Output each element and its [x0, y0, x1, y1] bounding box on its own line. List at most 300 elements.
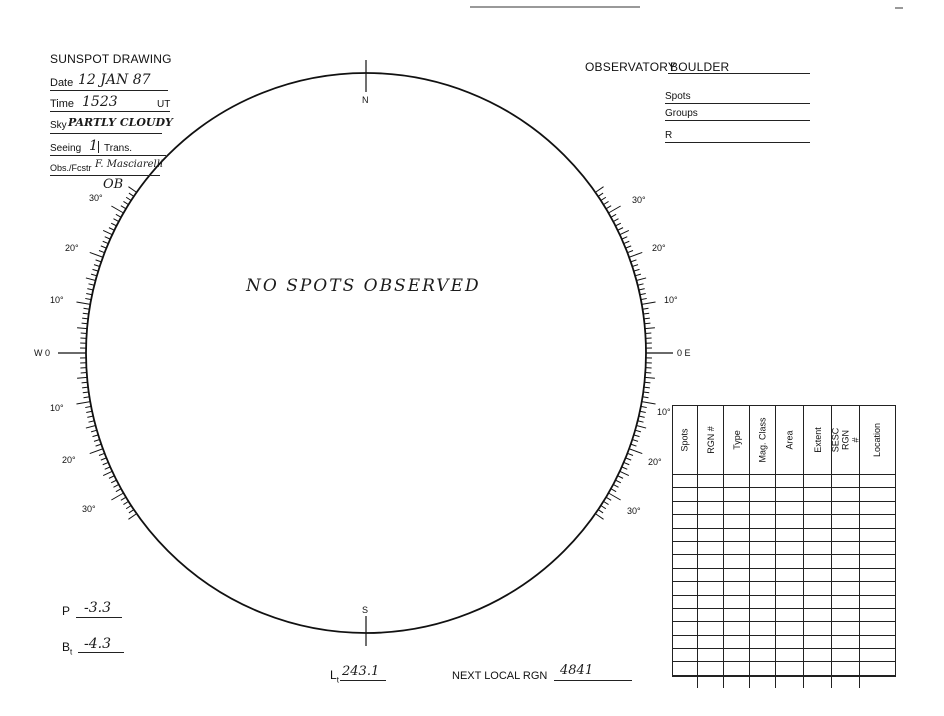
table-cell: [698, 569, 724, 581]
latitude-tick: [631, 260, 637, 262]
latitude-tick: [598, 193, 603, 196]
table-cell: [832, 475, 860, 487]
time-unit: UT: [157, 99, 171, 110]
east-label: 0 E: [677, 348, 691, 358]
latitude-tick: [121, 497, 126, 500]
latitude-tick: [643, 397, 649, 398]
left-degree-label: 10°: [50, 295, 64, 305]
latitude-tick: [603, 501, 608, 504]
table-row: [673, 596, 895, 609]
table-cell: [724, 569, 750, 581]
table-cell: [804, 662, 832, 674]
latitude-tick: [86, 294, 92, 295]
latitude-tick: [601, 505, 606, 508]
latitude-tick: [76, 402, 90, 404]
table-cell: [804, 569, 832, 581]
latitude-tick: [111, 480, 116, 483]
latitude-tick: [116, 214, 121, 217]
table-cell: [673, 596, 698, 608]
latitude-tick: [636, 278, 646, 281]
latitude-tick: [644, 387, 650, 388]
table-cell: [776, 582, 804, 594]
table-cell: [776, 542, 804, 554]
latitude-tick: [613, 219, 618, 222]
bt-value: -4.3: [84, 636, 111, 652]
latitude-tick: [613, 484, 618, 487]
table-cell: [698, 662, 724, 674]
table-row: [673, 636, 895, 649]
latitude-tick: [627, 453, 633, 455]
table-cell: [673, 676, 698, 688]
left-degree-label: 20°: [65, 243, 79, 253]
table-cell: [776, 636, 804, 648]
latitude-tick-scale: [76, 187, 655, 520]
latitude-tick: [603, 201, 608, 204]
latitude-tick: [105, 467, 110, 469]
latitude-tick: [96, 260, 102, 262]
table-cell: [673, 649, 698, 661]
table-cell: [776, 649, 804, 661]
latitude-tick: [644, 323, 650, 324]
table-row: [673, 662, 895, 675]
latitude-tick: [88, 284, 94, 285]
table-cell: [724, 529, 750, 541]
latitude-tick: [644, 318, 650, 319]
column-header: RGN #: [698, 406, 724, 474]
table-cell: [860, 636, 895, 648]
table-cell: [860, 649, 895, 661]
seeing-underline: [50, 155, 166, 156]
table-cell: [750, 529, 776, 541]
latitude-tick: [595, 187, 603, 193]
observatory-label: OBSERVATORY: [585, 60, 677, 74]
table-cell: [860, 502, 895, 514]
column-header: Location: [872, 422, 883, 458]
latitude-tick: [626, 246, 632, 248]
latitude-tick: [126, 197, 131, 200]
lt-label: $L_t$: [330, 668, 339, 685]
latitude-tick: [94, 265, 100, 267]
table-cell: [860, 542, 895, 554]
table-cell: [673, 662, 698, 674]
table-cell: [832, 636, 860, 648]
seeing-divider: [98, 141, 99, 153]
latitude-tick: [608, 206, 620, 213]
r-label: R: [665, 130, 673, 141]
latitude-tick: [103, 230, 112, 234]
table-cell: [724, 502, 750, 514]
latitude-tick: [641, 406, 647, 407]
table-cell: [804, 596, 832, 608]
observation-note: NO SPOTS OBSERVED: [246, 276, 481, 296]
lt-underline: [340, 680, 386, 681]
observatory-value: BOULDER: [670, 60, 730, 74]
latitude-tick: [85, 406, 91, 407]
latitude-tick: [622, 237, 627, 239]
table-cell: [804, 555, 832, 567]
table-row: [673, 542, 895, 555]
latitude-tick: [113, 484, 118, 487]
latitude-tick: [634, 435, 640, 437]
latitude-tick: [608, 493, 620, 500]
latitude-tick: [639, 289, 645, 290]
table-cell: [804, 529, 832, 541]
table-cell: [750, 488, 776, 500]
latitude-tick: [82, 382, 88, 383]
table-cell: [750, 596, 776, 608]
table-cell: [750, 502, 776, 514]
latitude-tick: [128, 187, 136, 193]
latitude-tick: [645, 328, 655, 329]
table-cell: [776, 488, 804, 500]
right-degree-label: 20°: [648, 457, 662, 467]
latitude-tick: [643, 313, 649, 314]
table-cell: [750, 622, 776, 634]
sky-value: PARTLY CLOUDY: [68, 116, 173, 129]
column-header: Type: [724, 406, 750, 474]
date-value: 12 JAN 87: [78, 72, 151, 88]
latitude-tick: [111, 206, 123, 213]
spots-underline: [665, 103, 810, 104]
next-local-rgn-value: 4841: [560, 663, 594, 678]
latitude-tick: [618, 476, 623, 479]
table-cell: [804, 542, 832, 554]
latitude-tick: [632, 265, 638, 267]
table-cell: [804, 622, 832, 634]
latitude-tick: [84, 397, 90, 398]
table-cell: [698, 529, 724, 541]
table-cell: [673, 515, 698, 527]
time-label: Time: [50, 98, 75, 110]
table-cell: [698, 622, 724, 634]
table-cell: [673, 636, 698, 648]
latitude-tick: [86, 425, 96, 428]
latitude-tick: [598, 510, 603, 513]
table-row: [673, 649, 895, 662]
table-cell: [776, 502, 804, 514]
latitude-tick: [128, 514, 136, 520]
latitude-tick: [129, 510, 134, 513]
table-cell: [750, 636, 776, 648]
solar-disk: [86, 73, 646, 633]
table-cell: [724, 649, 750, 661]
table-cell: [832, 582, 860, 594]
table-row: [673, 582, 895, 595]
table-cell: [832, 502, 860, 514]
table-cell: [860, 596, 895, 608]
table-cell: [860, 676, 895, 688]
latitude-tick: [635, 430, 641, 432]
latitude-tick: [618, 228, 623, 231]
latitude-tick: [611, 214, 616, 217]
latitude-tick: [615, 480, 620, 483]
latitude-tick: [105, 237, 110, 239]
table-row: [673, 475, 895, 488]
latitude-tick: [635, 274, 641, 276]
table-cell: [860, 555, 895, 567]
table-cell: [724, 622, 750, 634]
region-table-header: [673, 406, 895, 475]
right-degree-label: 20°: [652, 243, 666, 253]
table-cell: [724, 596, 750, 608]
table-cell: [804, 488, 832, 500]
west-label: W 0: [34, 348, 51, 358]
sky-underline: [50, 133, 162, 134]
table-cell: [698, 475, 724, 487]
date-underline: [50, 90, 168, 91]
latitude-tick: [634, 269, 640, 271]
table-cell: [750, 555, 776, 567]
table-cell: [698, 636, 724, 648]
latitude-tick: [606, 497, 611, 500]
latitude-tick: [645, 377, 655, 378]
table-cell: [832, 676, 860, 688]
table-cell: [804, 582, 832, 594]
table-cell: [698, 596, 724, 608]
table-cell: [750, 515, 776, 527]
table-cell: [860, 529, 895, 541]
table-cell: [724, 609, 750, 621]
table-cell: [750, 542, 776, 554]
latitude-tick: [615, 223, 620, 226]
latitude-tick: [87, 416, 93, 417]
latitude-tick: [123, 201, 128, 204]
latitude-tick: [631, 444, 637, 446]
table-cell: [673, 529, 698, 541]
left-degree-label: 10°: [50, 403, 64, 413]
latitude-tick: [606, 206, 611, 209]
table-cell: [724, 475, 750, 487]
table-cell: [724, 515, 750, 527]
latitude-tick: [638, 421, 644, 422]
latitude-tick: [638, 284, 644, 285]
groups-label: Groups: [665, 108, 698, 119]
bt-underline: [78, 652, 124, 653]
latitude-tick: [643, 308, 649, 309]
table-row: [673, 502, 895, 515]
r-underline: [665, 142, 810, 143]
latitude-tick: [624, 241, 630, 243]
table-cell: [804, 609, 832, 621]
table-cell: [860, 582, 895, 594]
table-cell: [724, 676, 750, 688]
latitude-tick: [109, 476, 114, 479]
table-cell: [832, 569, 860, 581]
latitude-tick: [84, 308, 90, 309]
table-cell: [804, 636, 832, 648]
latitude-tick: [103, 471, 112, 475]
latitude-tick: [595, 514, 603, 520]
latitude-tick: [109, 228, 114, 231]
latitude-tick: [99, 251, 105, 253]
table-cell: [673, 622, 698, 634]
latitude-tick: [121, 206, 126, 209]
table-cell: [804, 515, 832, 527]
time-underline: [50, 111, 170, 112]
next-local-rgn-underline: [554, 680, 632, 681]
latitude-tick: [641, 298, 647, 299]
form-title: SUNSPOT DRAWING: [50, 52, 172, 66]
right-degree-label: 10°: [664, 295, 678, 305]
table-cell: [832, 622, 860, 634]
latitude-tick: [96, 444, 102, 446]
table-cell: [673, 582, 698, 594]
latitude-tick: [624, 462, 630, 464]
table-cell: [698, 582, 724, 594]
latitude-tick: [632, 440, 638, 442]
latitude-tick: [87, 289, 93, 290]
time-value: 1523: [82, 94, 118, 110]
table-cell: [673, 555, 698, 567]
next-local-rgn-label: NEXT LOCAL RGN: [452, 670, 548, 682]
latitude-tick: [101, 458, 107, 460]
table-cell: [750, 475, 776, 487]
latitude-tick: [99, 453, 105, 455]
p-value: -3.3: [84, 600, 111, 616]
latitude-tick: [629, 449, 642, 454]
latitude-tick: [642, 402, 656, 404]
region-table: [672, 405, 896, 677]
latitude-tick: [642, 302, 656, 304]
latitude-tick: [116, 489, 121, 492]
table-cell: [698, 676, 724, 688]
north-label: N: [362, 95, 369, 105]
latitude-tick: [626, 458, 632, 460]
bt-label: $B_t$: [62, 640, 73, 657]
table-cell: [724, 555, 750, 567]
table-cell: [776, 596, 804, 608]
table-cell: [698, 555, 724, 567]
latitude-tick: [627, 251, 633, 253]
table-cell: [776, 569, 804, 581]
sky-label: Sky: [50, 120, 67, 131]
latitude-tick: [82, 387, 88, 388]
table-cell: [804, 475, 832, 487]
table-cell: [832, 515, 860, 527]
table-cell: [860, 475, 895, 487]
table-row: [673, 609, 895, 622]
right-degree-label: 30°: [632, 195, 646, 205]
latitude-tick: [77, 377, 87, 378]
left-degree-label: 30°: [82, 504, 96, 514]
table-cell: [698, 542, 724, 554]
table-cell: [804, 676, 832, 688]
seeing-value: 1: [89, 138, 98, 154]
table-cell: [860, 569, 895, 581]
latitude-tick: [91, 430, 97, 432]
table-row: [673, 515, 895, 528]
latitude-tick: [92, 269, 98, 271]
latitude-tick: [92, 435, 98, 437]
table-row: [673, 622, 895, 635]
table-cell: [776, 529, 804, 541]
table-cell: [860, 662, 895, 674]
latitude-tick: [622, 467, 627, 469]
latitude-tick: [103, 241, 109, 243]
table-cell: [750, 582, 776, 594]
table-cell: [804, 649, 832, 661]
table-cell: [860, 609, 895, 621]
south-label: S: [362, 605, 369, 615]
table-cell: [724, 488, 750, 500]
latitude-tick: [82, 318, 88, 319]
table-cell: [832, 609, 860, 621]
groups-underline: [665, 120, 810, 121]
column-header: Spots: [673, 406, 698, 474]
table-cell: [698, 609, 724, 621]
latitude-tick: [76, 302, 90, 304]
table-cell: [673, 488, 698, 500]
table-cell: [750, 662, 776, 674]
latitude-tick: [101, 246, 107, 248]
seeing-label: Seeing: [50, 143, 82, 154]
table-row: [673, 529, 895, 542]
latitude-tick: [90, 449, 103, 454]
table-cell: [776, 676, 804, 688]
region-table-body: [673, 475, 895, 688]
latitude-tick: [129, 193, 134, 196]
table-cell: [832, 662, 860, 674]
table-cell: [860, 622, 895, 634]
latitude-tick: [113, 219, 118, 222]
latitude-tick: [123, 501, 128, 504]
table-cell: [860, 488, 895, 500]
column-header: Extent: [804, 406, 832, 474]
column-header: SESC RGN #: [832, 406, 860, 474]
latitude-tick: [111, 493, 123, 500]
table-cell: [698, 515, 724, 527]
table-cell: [673, 609, 698, 621]
table-cell: [673, 502, 698, 514]
table-cell: [724, 582, 750, 594]
left-degree-label: 30°: [89, 193, 103, 203]
table-cell: [698, 502, 724, 514]
table-cell: [832, 488, 860, 500]
table-cell: [832, 596, 860, 608]
latitude-tick: [620, 230, 629, 234]
latitude-tick: [103, 462, 109, 464]
latitude-tick: [640, 411, 646, 412]
latitude-tick: [91, 274, 97, 276]
p-underline: [76, 617, 122, 618]
latitude-tick: [83, 313, 89, 314]
latitude-tick: [111, 223, 116, 226]
latitude-tick: [90, 252, 103, 257]
latitude-tick: [639, 416, 645, 417]
latitude-tick: [643, 392, 649, 393]
latitude-tick: [636, 425, 646, 428]
latitude-tick: [82, 323, 88, 324]
table-cell: [750, 676, 776, 688]
table-row: [673, 555, 895, 568]
table-cell: [698, 649, 724, 661]
observer-label: Obs./Fcstr: [50, 163, 92, 173]
column-header: Mag. Class: [750, 406, 776, 474]
table-cell: [750, 609, 776, 621]
latitude-tick: [620, 471, 629, 475]
table-cell: [724, 636, 750, 648]
table-cell: [750, 569, 776, 581]
table-row: [673, 569, 895, 582]
table-cell: [804, 502, 832, 514]
observer-initials: OB: [103, 177, 124, 192]
table-cell: [673, 475, 698, 487]
latitude-tick: [126, 505, 131, 508]
latitude-tick: [86, 411, 92, 412]
table-row: [673, 488, 895, 501]
latitude-tick: [640, 294, 646, 295]
table-row: [673, 676, 895, 688]
